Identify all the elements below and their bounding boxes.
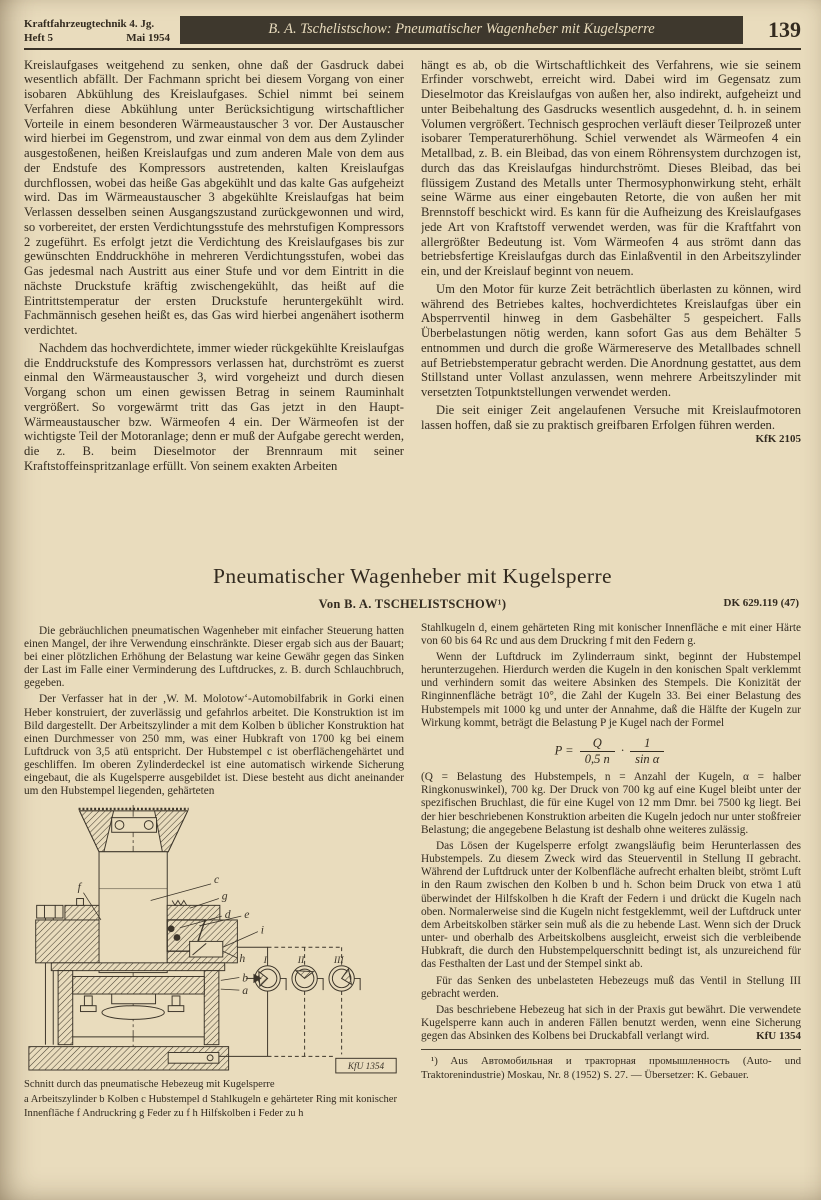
formula-numerator-2: 1	[630, 737, 664, 752]
figure-legend: a Arbeitszylinder b Kolben c Hubstempel d Stahlkugeln e gehärteter Ring mit konischer Innenfläche f Andruckring g Feder zu f h Hilfskolben i Feder zu h	[24, 1094, 398, 1119]
paragraph: Stahlkugeln d, einem gehärteten Ring mit konischer Innenfläche e mit einer Härte von 60 bis 64 Rc und aus dem Druckring f mit den Federn g.	[421, 621, 801, 647]
cylinder-flange	[51, 962, 224, 970]
article-body	[24, 622, 801, 1200]
paragraph	[421, 402, 801, 446]
label-d: d	[224, 907, 231, 921]
paragraph: (Q = Belastung des Hubstempels, n = Anzahl der Kugeln, α = halber Ringkonuswinkel), 700 kg. Der Druck von 700 kg auf eine Kugel bleibt unter der spezifischen Bruchlast, die für eine Kugel von 12 mm Dmr. bei 7500 kg liegt. Bei der hier beschriebenen Konstruktion arbeiten die Kugeln jedoch nur unter stoßfreier Belastung; die angegebene Belastung ist deshalb ohne weiteres zulässig.	[421, 771, 801, 836]
article-title: Pneumatischer Wagenheber mit Kugelsperre	[213, 563, 612, 588]
page-header	[24, 15, 801, 46]
issue-date: Mai 1954	[126, 32, 170, 45]
label-a: a	[242, 983, 249, 997]
paragraph-text: Das beschriebene Hebezeug hat sich in der Praxis gut bewährt. Die verwendete Kugelsperre kann auch in anderen Fällen benutzt werden, wenn eine Sicherung gegen das Absinken des Kolbens bei Druckabfall verlangt wird.	[421, 1003, 801, 1043]
byline-row	[24, 595, 801, 613]
dk-classification: DK 629.119 (47)	[723, 596, 799, 609]
valve-position-3	[329, 965, 360, 990]
article-code: KfU 1354	[756, 1030, 801, 1043]
formula-fraction-1	[580, 737, 615, 766]
article-title-block	[24, 564, 801, 622]
load-head	[79, 809, 189, 852]
top-left-column	[24, 58, 404, 554]
paragraph-text: Die seit einiger Zeit angelaufenen Versuche mit Kreislaufmotoren lassen hoffen, daß sie zu praktisch greifbaren Erfolgen führen werden.	[421, 402, 801, 432]
footnote: ¹) Aus Автомобильная и тракторная промышленность (Auto- und Traktorenindustrie) Moskau, Nr. 8 (1952) S. 27. — Übersetzer: K. Gebauer.	[421, 1049, 801, 1082]
paragraph: Nachdem das hochverdichtete, immer wieder rückgekühlte Kreislaufgas die Enddruckstufe des Kompressors verlassen hat, durchströmt es zuerst einmal den Wärmeaustauscher 3, wird vorgeheizt und durch diesen Vorgang schon um einen gewissen Betrag in seinem Rauminhalt vergrößert. So vorgewärmt tritt das Gas jetzt in den Haupt-Wärmeaustauscher bzw. Wärmeofen 4 ein. Der Wärmeofen ist der wichtigste Teil der Motoranlage; denn er muß der Aufgabe gerecht werden, die z. B. beim Dieselmotor der Brennraum mit seiner Kraftstoffeinspritzanlage erfüllt. Von seinem exakten Arbeiten	[24, 340, 404, 473]
label-valve-II: II	[297, 954, 305, 966]
paragraph: Die gebräuchlichen pneumatischen Wagenheber mit einfacher Steuerung hatten einen Mangel, der ihre Verwendung einschränkte. Dieser ergab sich aus der Bauart; bei einer plötzlichen Erhöhung der Belastung war keine Gewähr gegen das Sinken der Last im Falle einer Verminderung des Luftdruckes, z. B. durch Schlauchbruch, gegeben.	[24, 624, 404, 690]
formula-equals: =	[565, 743, 574, 758]
formula-numerator-1: Q	[580, 737, 615, 752]
paragraph: Kreislaufgases weitgehend zu senken, ohne daß der Gasdruck dabei wesentlich abfällt. Der Fachmann spricht bei diesem Vorgang von einer isobaren Abkühlung des Kreislaufgases. Schiel nimmt bei seinem Verfahren diese Abkühlung unter Berücksichtigung wirtschaftlicher Vorteile in einem besonderen Wärmeaustauscher 3 vor. Der Austauscher wird hierbei im Gegenstrom, und zwar einmal von dem aus dem Zylinder ausgestoßenen, heißen Kreislaufgas und zum anderen Male von dem aus der Endstufe des Kompressors austretenden, kalten Kreislaufgas durchflossen, wobei das heiße Gas abgekühlt und das kalte Gas aufgeheizt wird. Das im Wärmeaustauscher 3 abgekühlte Kreislaufgas hat beim Verlassen desselben seinen Ausgangszustand zurückgewonnen und wird, so vorbereitet, der ersten Verdichtungsstufe des mehrstufigen Kompressors 2 zugeführt. Es erfolgt jetzt die Verdichtung des Kreislaufgases bis zur gewünschten Enddruckhöhe in mehreren Verdichtungsstufen, wobei das Gas jedesmal nach Austritt aus einer Stufe und vor dem Eintritt in die nächste Druckstufe kräftig zwischengekühlt, das heißt auf die Eintrittstemperatur der ersten Druckstufe heruntergekühlt wird. Fachmännisch gesehen heißt es, das Gas wird hierbei angenähert isotherm verdichtet.	[24, 57, 404, 338]
issue-number: Heft 5	[24, 32, 54, 45]
label-i: i	[260, 923, 265, 937]
label-valve-I: I	[263, 954, 267, 966]
label-f: f	[77, 880, 81, 894]
valve-piping	[219, 947, 342, 1056]
valve-position-1	[246, 965, 286, 990]
label-e: e	[244, 907, 250, 921]
base-plate	[29, 1046, 229, 1069]
label-h: h	[239, 951, 246, 965]
figure-stamp-text: KfU 1354	[347, 1061, 385, 1072]
continued-article	[24, 58, 801, 554]
figure-cross-section	[24, 805, 404, 1076]
journal-name: Kraftfahrzeugtechnik 4. Jg.	[24, 18, 155, 30]
article-left-column	[24, 622, 404, 1200]
formula-lhs: P	[554, 743, 563, 758]
load-formula	[421, 737, 801, 766]
figure-stamp	[336, 1058, 396, 1073]
cylinder-and-piston	[58, 970, 219, 1044]
figure-caption	[24, 1078, 404, 1120]
paragraph	[421, 1004, 801, 1043]
paragraph: Das Lösen der Kugelsperre erfolgt zwangsläufig beim Herunterlassen des Hubstempels. Zu diesem Zweck wird das Steuerventil in Stellung II gebracht. Während der Luftdruck unter der Kolbenfläche aufrecht erhalten bleibt, strömt Luft in den Raum zwischen den Kolben b und h. Schon beim Druck von etwa 1 atü überwindet der Hilfskolben h die Kraft der Federn i und drückt die Kugeln nach oben. Normalerweise sind die Kugeln nicht festgeklemmt, weil der Luftdruck unter dem Arbeitskolben stärker sein muß als die zu hebende Last. Wenn sich der Druck unter- und oberhalb des Arbeitskolbens ausgleicht, erweist sich die verbleibende Hubkraft, die durch den Hubstempelquerschnitt bedingt ist, als unzureichend für das Festhalten der Last und der Stempel sinkt ab.	[421, 839, 801, 971]
figure-caption-title: Schnitt durch das pneumatische Hebezeug mit Kugelsperre	[24, 1079, 275, 1091]
label-g: g	[221, 889, 228, 903]
journal-masthead	[24, 15, 176, 46]
jack-cross-section-drawing	[24, 805, 404, 1076]
valve-position-2	[292, 965, 323, 990]
formula-fraction-2	[630, 737, 664, 766]
label-b: b	[242, 970, 249, 984]
header-rule	[24, 48, 801, 50]
formula-denominator-1: 0,5 n	[584, 752, 610, 766]
author-byline: Von B. A. TSCHELISTSCHOW¹)	[318, 596, 507, 611]
formula-denominator-2: sin α	[635, 752, 660, 766]
page-number: 139	[768, 17, 801, 43]
paragraph: Der Verfasser hat in der ‚W. M. Molotow‘-Automobilfabrik in Gorki einen Heber konstruiert, der zuverlässig und gefahrlos arbeitet. Die Konstruktion ist im Bild dargestellt. Der Arbeitszylinder a mit dem Kolben b üblicher Konstruktion hat einen Durchmesser von 250 mm, was einer Hubkraft von 1700 kg bei einem Luftdruck von 3,5 atü entspricht. Der Hubstempel c ist oberflächengehärtet und geschliffen. Im oberen Zylinderdeckel ist eine automatisch wirkende Sicherung eingebaut, die als Kugelsperre ausgebildet ist. Diese besteht aus dicht aneinander um den Hubstempel liegenden, gehärteten	[24, 693, 404, 798]
article-right-column	[421, 622, 801, 1200]
ram-column	[99, 851, 167, 972]
paragraph: hängt es ab, ob die Wirtschaftlichkeit des Verfahrens, wie sie seinem Erfinder vorschwebt, erreicht wird. Dabei wird im Gegensatz zum Dieselmotor das Kreislaufgas von außen her, also indirekt, aufgeheizt und unter Beibehaltung des Gasdrucks wesentlich ausgedehnt, d. h. in seinem Volumen vergrößert. Technisch gesprochen verläuft dieser Teilprozeß unter isobarer Temperaturerhöhung. Schiel verwendet als Wärmeofen 4 ein Metallbad, z. B. ein Bleibad, das von einem Röhrensystem durchzogen ist, durch das das Kreislaufgas hindurchströmt. Dieses Bleibad, das bei flüssigem Zustand des Metalls unter Thermosyphonwirkung steht, erhält seine Wärme aus einer eingebauten Retorte, die von außen her mit Brennstoff beschickt wird. Es kann für die Aufheizung des Kreislaufgases jede Art von Kraftstoff verwendet werden, was für die Kraftfahrt von allergrößter Bedeutung ist. Vom Wärmeofen 4 aus strömt dann das betriebsfertige Kreislaufgas durch das Einlaßventil in den Arbeitszylinder ein, und der Kreislauf beginnt von neuem.	[421, 57, 801, 279]
label-valve-III: III	[333, 954, 344, 966]
paragraph: Wenn der Luftdruck im Zylinderraum sinkt, beginnt der Hubstempel herunterzugehen. Hierdurch werden die Kugeln in den konischen Spalt verklemmt und verhindern somit das weitere Absinken des Stempels. Die Konizität der Ringinnenfläche beträgt 10°, die Zahl der Kugeln 33. Bei einer Belastung des Hubstempels mit 1000 kg und unter der Annahme, daß die Hälfte der Kugeln zur Wirkung kommt, beträgt die Belastung P je Kugel nach der Formel	[421, 650, 801, 729]
label-c: c	[214, 872, 220, 886]
formula-times: ·	[620, 743, 624, 758]
paragraph: Für das Senken des unbelasteten Hebezeugs muß das Ventil in Stellung III gebracht werden.	[421, 974, 801, 1000]
article-code: KfK 2105	[755, 433, 801, 446]
running-title-band	[180, 16, 743, 44]
running-title: B. A. Tschelistschow: Pneumatischer Wagenheber mit Kugelsperre	[268, 21, 655, 38]
paragraph: Um den Motor für kurze Zeit beträchtlich überlasten zu können, wird während des Betriebes kaltes, hochverdichtetes Kreislaufgas über ein Absperrventil hinweg in dem Gasbehälter 5 gespeichert. Falls Überbelastungen nötig werden, kann sofort Gas aus dem Behälter 5 entnommen und durch die große Wärmereserve des Metallbades schnell auf Betriebstemperatur gebracht werden. Die Anordnung gestattet, aus dem Stillstand unter Vollast anzulassen, wenn mehrere Arbeitszylinder mit versetzten Totpunktstellungen verwendet werden.	[421, 281, 801, 400]
top-right-column	[421, 58, 801, 554]
